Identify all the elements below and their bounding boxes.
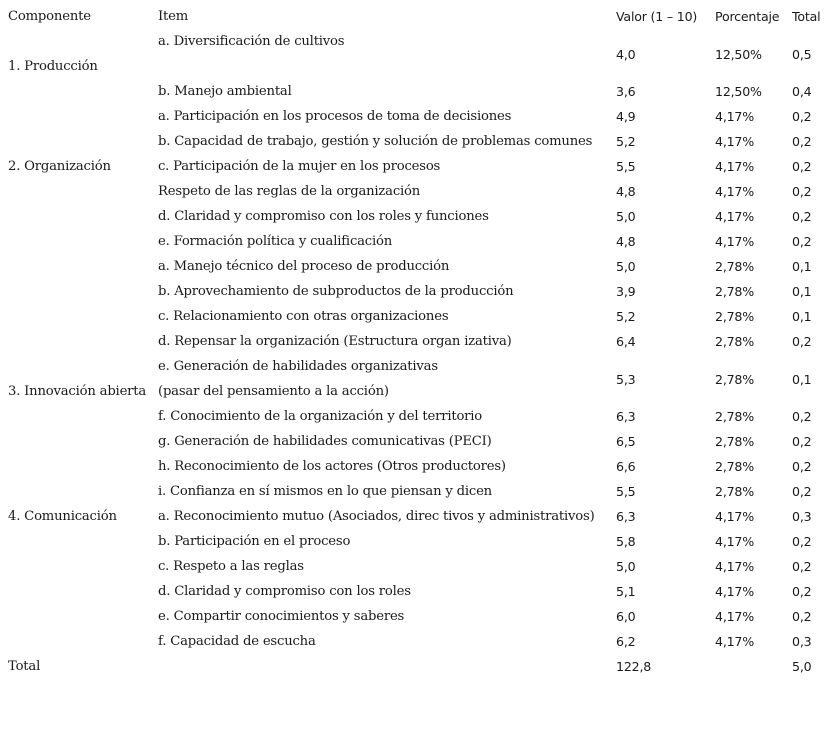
valor-cell: 6,2 bbox=[616, 634, 636, 649]
item-label: g. Generación de habilidades comunicativas (PECI) bbox=[158, 434, 492, 449]
valor-cell: 3,9 bbox=[616, 284, 636, 299]
item-label: e. Compartir conocimientos y saberes bbox=[158, 609, 405, 624]
item-label: f. Capacidad de escucha bbox=[158, 634, 316, 649]
total-cell: 0,2 bbox=[792, 609, 812, 624]
porcentaje-cell: 2,78% bbox=[715, 409, 755, 424]
total-cell: 0,2 bbox=[792, 134, 812, 149]
valor-cell: 6,3 bbox=[616, 509, 636, 524]
item-label: c. Relacionamiento con otras organizaciones bbox=[158, 309, 449, 324]
valor-cell: 5,5 bbox=[616, 484, 636, 499]
item-label: b. Capacidad de trabajo, gestión y solución de problemas comunes bbox=[158, 134, 593, 149]
total-cell: 0,1 bbox=[792, 372, 812, 387]
total-cell: 0,4 bbox=[792, 84, 812, 99]
item-label: e. Formación política y cualificación bbox=[158, 234, 393, 249]
component-label: 2. Organización bbox=[8, 159, 111, 174]
total-cell: 0,3 bbox=[792, 509, 812, 524]
total-cell: 0,2 bbox=[792, 109, 812, 124]
total-cell: 0,1 bbox=[792, 284, 812, 299]
item-label: c. Respeto a las reglas bbox=[158, 559, 304, 574]
valor-cell: 4,9 bbox=[616, 109, 636, 124]
header-total: Total bbox=[792, 9, 821, 24]
item-label: f. Conocimiento de la organización y del territorio bbox=[158, 409, 483, 424]
item-label: b. Aprovechamiento de subproductos de la producción bbox=[158, 284, 514, 299]
porcentaje-cell: 4,17% bbox=[715, 184, 755, 199]
valor-cell: 6,5 bbox=[616, 434, 636, 449]
valor-cell: 5,0 bbox=[616, 259, 636, 274]
total-cell: 0,2 bbox=[792, 409, 812, 424]
porcentaje-cell: 2,78% bbox=[715, 372, 755, 387]
item-label: h. Reconocimiento de los actores (Otros productores) bbox=[158, 459, 506, 474]
porcentaje-cell: 4,17% bbox=[715, 134, 755, 149]
valor-cell: 5,5 bbox=[616, 159, 636, 174]
valor-cell: 6,4 bbox=[616, 334, 636, 349]
porcentaje-cell: 2,78% bbox=[715, 309, 755, 324]
total-cell: 0,2 bbox=[792, 209, 812, 224]
total-cell: 0,2 bbox=[792, 459, 812, 474]
porcentaje-cell: 4,17% bbox=[715, 159, 755, 174]
item-label: a. Manejo técnico del proceso de producción bbox=[158, 259, 450, 274]
item-label: i. Confianza en sí mismos en lo que piensan y dicen bbox=[158, 484, 492, 499]
valor-cell: 5,2 bbox=[616, 134, 636, 149]
valor-cell: 3,6 bbox=[616, 84, 636, 99]
porcentaje-cell: 4,17% bbox=[715, 534, 755, 549]
valor-cell: 5,1 bbox=[616, 584, 636, 599]
porcentaje-cell: 2,78% bbox=[715, 484, 755, 499]
porcentaje-cell: 2,78% bbox=[715, 284, 755, 299]
porcentaje-cell: 4,17% bbox=[715, 109, 755, 124]
component-label: 1. Producción bbox=[8, 59, 98, 74]
porcentaje-cell: 2,78% bbox=[715, 259, 755, 274]
total-cell: 0,2 bbox=[792, 534, 812, 549]
item-label: Respeto de las reglas de la organización bbox=[158, 184, 421, 199]
header-porcentaje: Porcentaje bbox=[715, 9, 780, 24]
item-label: a. Reconocimiento mutuo (Asociados, direc tivos y administrativos) bbox=[158, 509, 595, 524]
valor-cell: 5,3 bbox=[616, 372, 636, 387]
total-cell: 0,2 bbox=[792, 234, 812, 249]
component-label: 4. Comunicación bbox=[8, 509, 117, 524]
total-cell: 0,1 bbox=[792, 259, 812, 274]
valor-cell: 4,8 bbox=[616, 234, 636, 249]
total-valor: 122,8 bbox=[616, 659, 652, 674]
item-label: b. Manejo ambiental bbox=[158, 84, 292, 99]
total-cell: 0,3 bbox=[792, 634, 812, 649]
total-cell: 0,2 bbox=[792, 484, 812, 499]
header-valor: Valor (1 – 10) bbox=[616, 9, 698, 24]
valor-cell: 4,0 bbox=[616, 47, 636, 62]
valor-cell: 5,0 bbox=[616, 209, 636, 224]
porcentaje-cell: 4,17% bbox=[715, 559, 755, 574]
total-cell: 0,5 bbox=[792, 47, 812, 62]
total-cell: 0,2 bbox=[792, 184, 812, 199]
valor-cell: 5,2 bbox=[616, 309, 636, 324]
porcentaje-cell: 4,17% bbox=[715, 209, 755, 224]
porcentaje-cell: 4,17% bbox=[715, 609, 755, 624]
total-label: Total bbox=[8, 659, 41, 674]
valor-cell: 6,0 bbox=[616, 609, 636, 624]
total-cell: 0,2 bbox=[792, 584, 812, 599]
valor-cell: 6,3 bbox=[616, 409, 636, 424]
porcentaje-cell: 12,50% bbox=[715, 47, 762, 62]
component-label: 3. Innovación abierta bbox=[8, 384, 147, 399]
porcentaje-cell: 4,17% bbox=[715, 634, 755, 649]
total-cell: 0,2 bbox=[792, 559, 812, 574]
porcentaje-cell: 2,78% bbox=[715, 459, 755, 474]
item-label: d. Repensar la organización (Estructura organ izativa) bbox=[158, 334, 512, 349]
porcentaje-cell: 2,78% bbox=[715, 434, 755, 449]
valor-cell: 5,0 bbox=[616, 559, 636, 574]
item-label: d. Claridad y compromiso con los roles bbox=[158, 584, 411, 599]
header-componente: Componente bbox=[8, 9, 91, 24]
item-label: a. Participación en los procesos de toma de decisiones bbox=[158, 109, 512, 124]
header-item: Item bbox=[158, 9, 189, 24]
item-label: e. Generación de habilidades organizativas bbox=[158, 359, 438, 374]
item-label-line2: (pasar del pensamiento a la acción) bbox=[158, 384, 389, 399]
porcentaje-cell: 4,17% bbox=[715, 509, 755, 524]
valor-cell: 5,8 bbox=[616, 534, 636, 549]
porcentaje-cell: 12,50% bbox=[715, 84, 762, 99]
total-total: 5,0 bbox=[792, 659, 812, 674]
porcentaje-cell: 4,17% bbox=[715, 584, 755, 599]
item-label: c. Participación de la mujer en los procesos bbox=[158, 159, 441, 174]
total-cell: 0,2 bbox=[792, 434, 812, 449]
total-cell: 0,2 bbox=[792, 159, 812, 174]
item-label: b. Participación en el proceso bbox=[158, 534, 351, 549]
total-cell: 0,1 bbox=[792, 309, 812, 324]
item-label: d. Claridad y compromiso con los roles y funciones bbox=[158, 209, 489, 224]
valor-cell: 4,8 bbox=[616, 184, 636, 199]
valor-cell: 6,6 bbox=[616, 459, 636, 474]
total-cell: 0,2 bbox=[792, 334, 812, 349]
item-label: a. Diversificación de cultivos bbox=[158, 34, 345, 49]
porcentaje-cell: 4,17% bbox=[715, 234, 755, 249]
porcentaje-cell: 2,78% bbox=[715, 334, 755, 349]
